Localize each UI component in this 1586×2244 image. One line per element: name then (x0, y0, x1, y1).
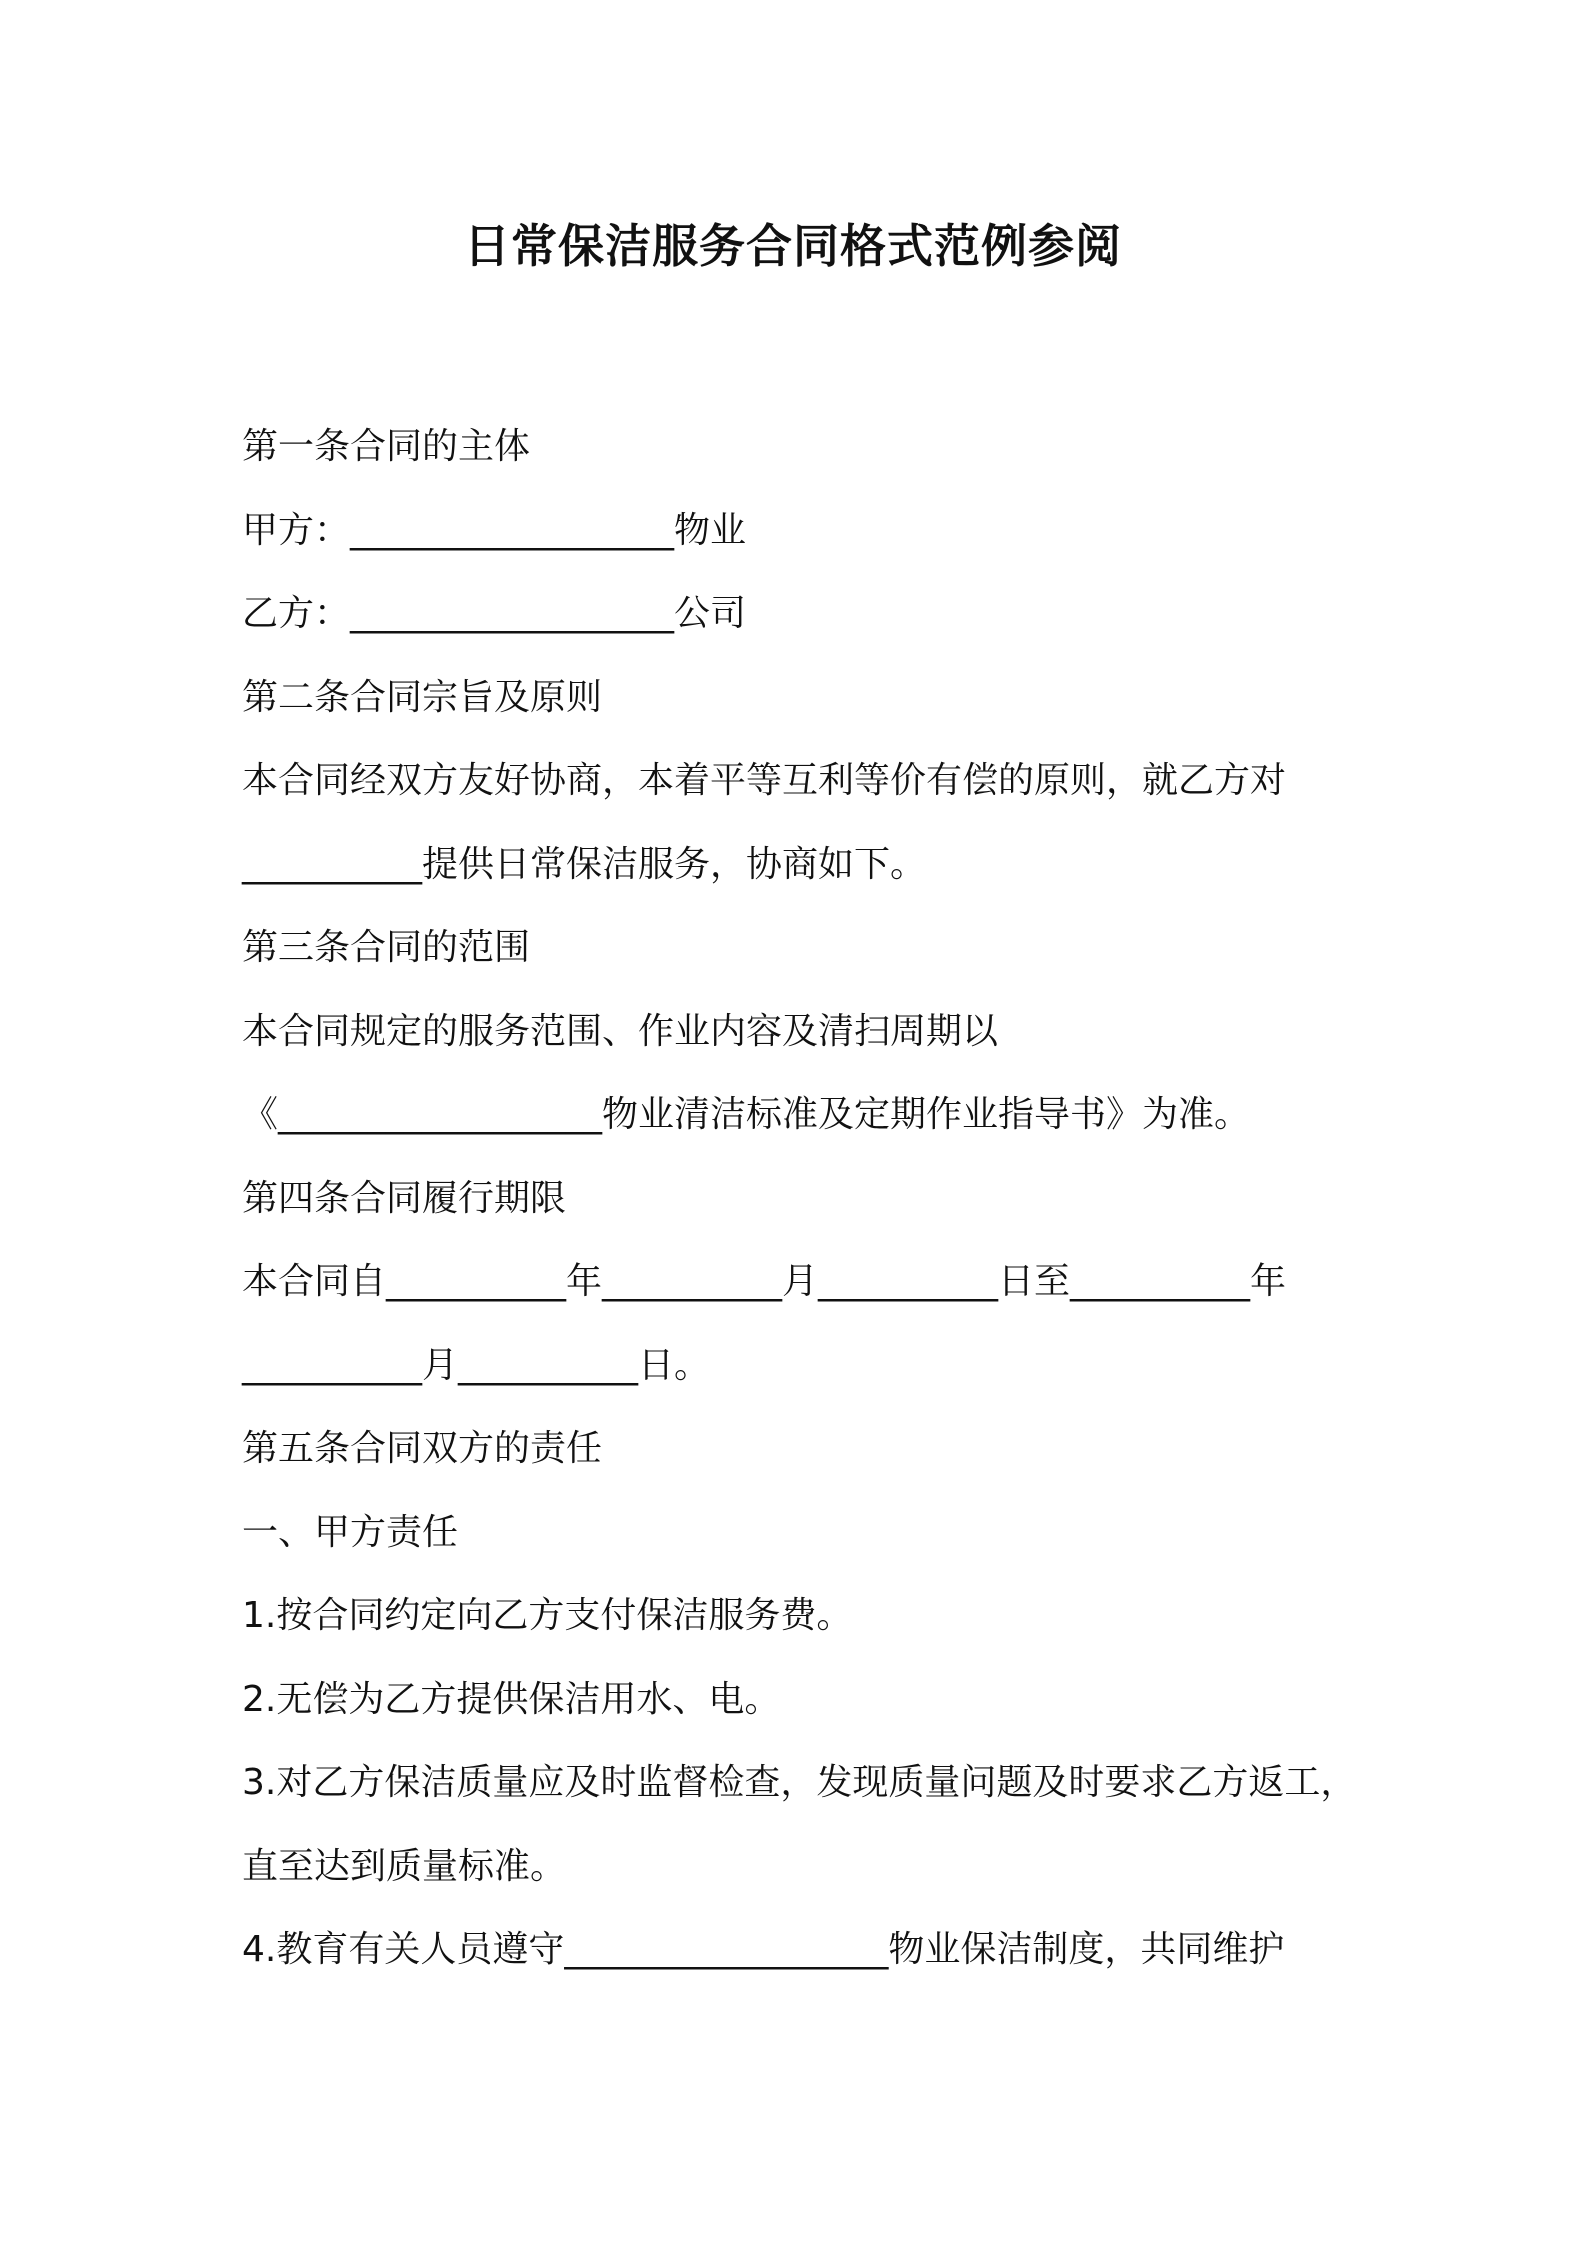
document-title: 日常保洁服务合同格式范例参阅 (464, 219, 1122, 273)
paragraph-line: __________提供日常保洁服务，协商如下。 (242, 843, 927, 885)
document-body (242, 405, 1392, 1992)
list-item: 2.无偿为乙方提供保洁用水、电。 (242, 1678, 781, 1720)
list-item: 4.教育有关人员遵守__________________物业保洁制度，共同维护 (242, 1929, 1285, 1970)
party-a-line: 甲方：__________________物业 (242, 509, 747, 551)
list-item: 1.按合同约定向乙方支付保洁服务费。 (242, 1595, 853, 1636)
article-3-heading: 第三条合同的范围 (242, 927, 531, 968)
article-2-heading: 第二条合同宗旨及原则 (242, 676, 603, 718)
paragraph-line: 直至达到质量标准。 (242, 1845, 567, 1887)
party-b-line: 乙方：__________________公司 (242, 593, 747, 634)
paragraph-line: 本合同自__________年__________月__________日至__________年 (242, 1261, 1287, 1302)
article-4-heading: 第四条合同履行期限 (242, 1177, 567, 1219)
list-item: 3.对乙方保洁质量应及时监督检查，发现质量问题及时要求乙方返工， (242, 1762, 1357, 1803)
article-5-heading: 第五条合同双方的责任 (242, 1428, 603, 1469)
paragraph-line: 《__________________物业清洁标准及定期作业指导书》为准。 (242, 1094, 1251, 1135)
article-1-heading: 第一条合同的主体 (242, 426, 531, 467)
paragraph-line: 本合同规定的服务范围、作业内容及清扫周期以 (242, 1010, 999, 1052)
party-a-responsibility-heading: 一、甲方责任 (242, 1511, 459, 1553)
paragraph-line: 本合同经双方友好协商，本着平等互利等价有偿的原则，就乙方对 (242, 760, 1287, 801)
paragraph-line: __________月__________日。 (242, 1344, 711, 1386)
